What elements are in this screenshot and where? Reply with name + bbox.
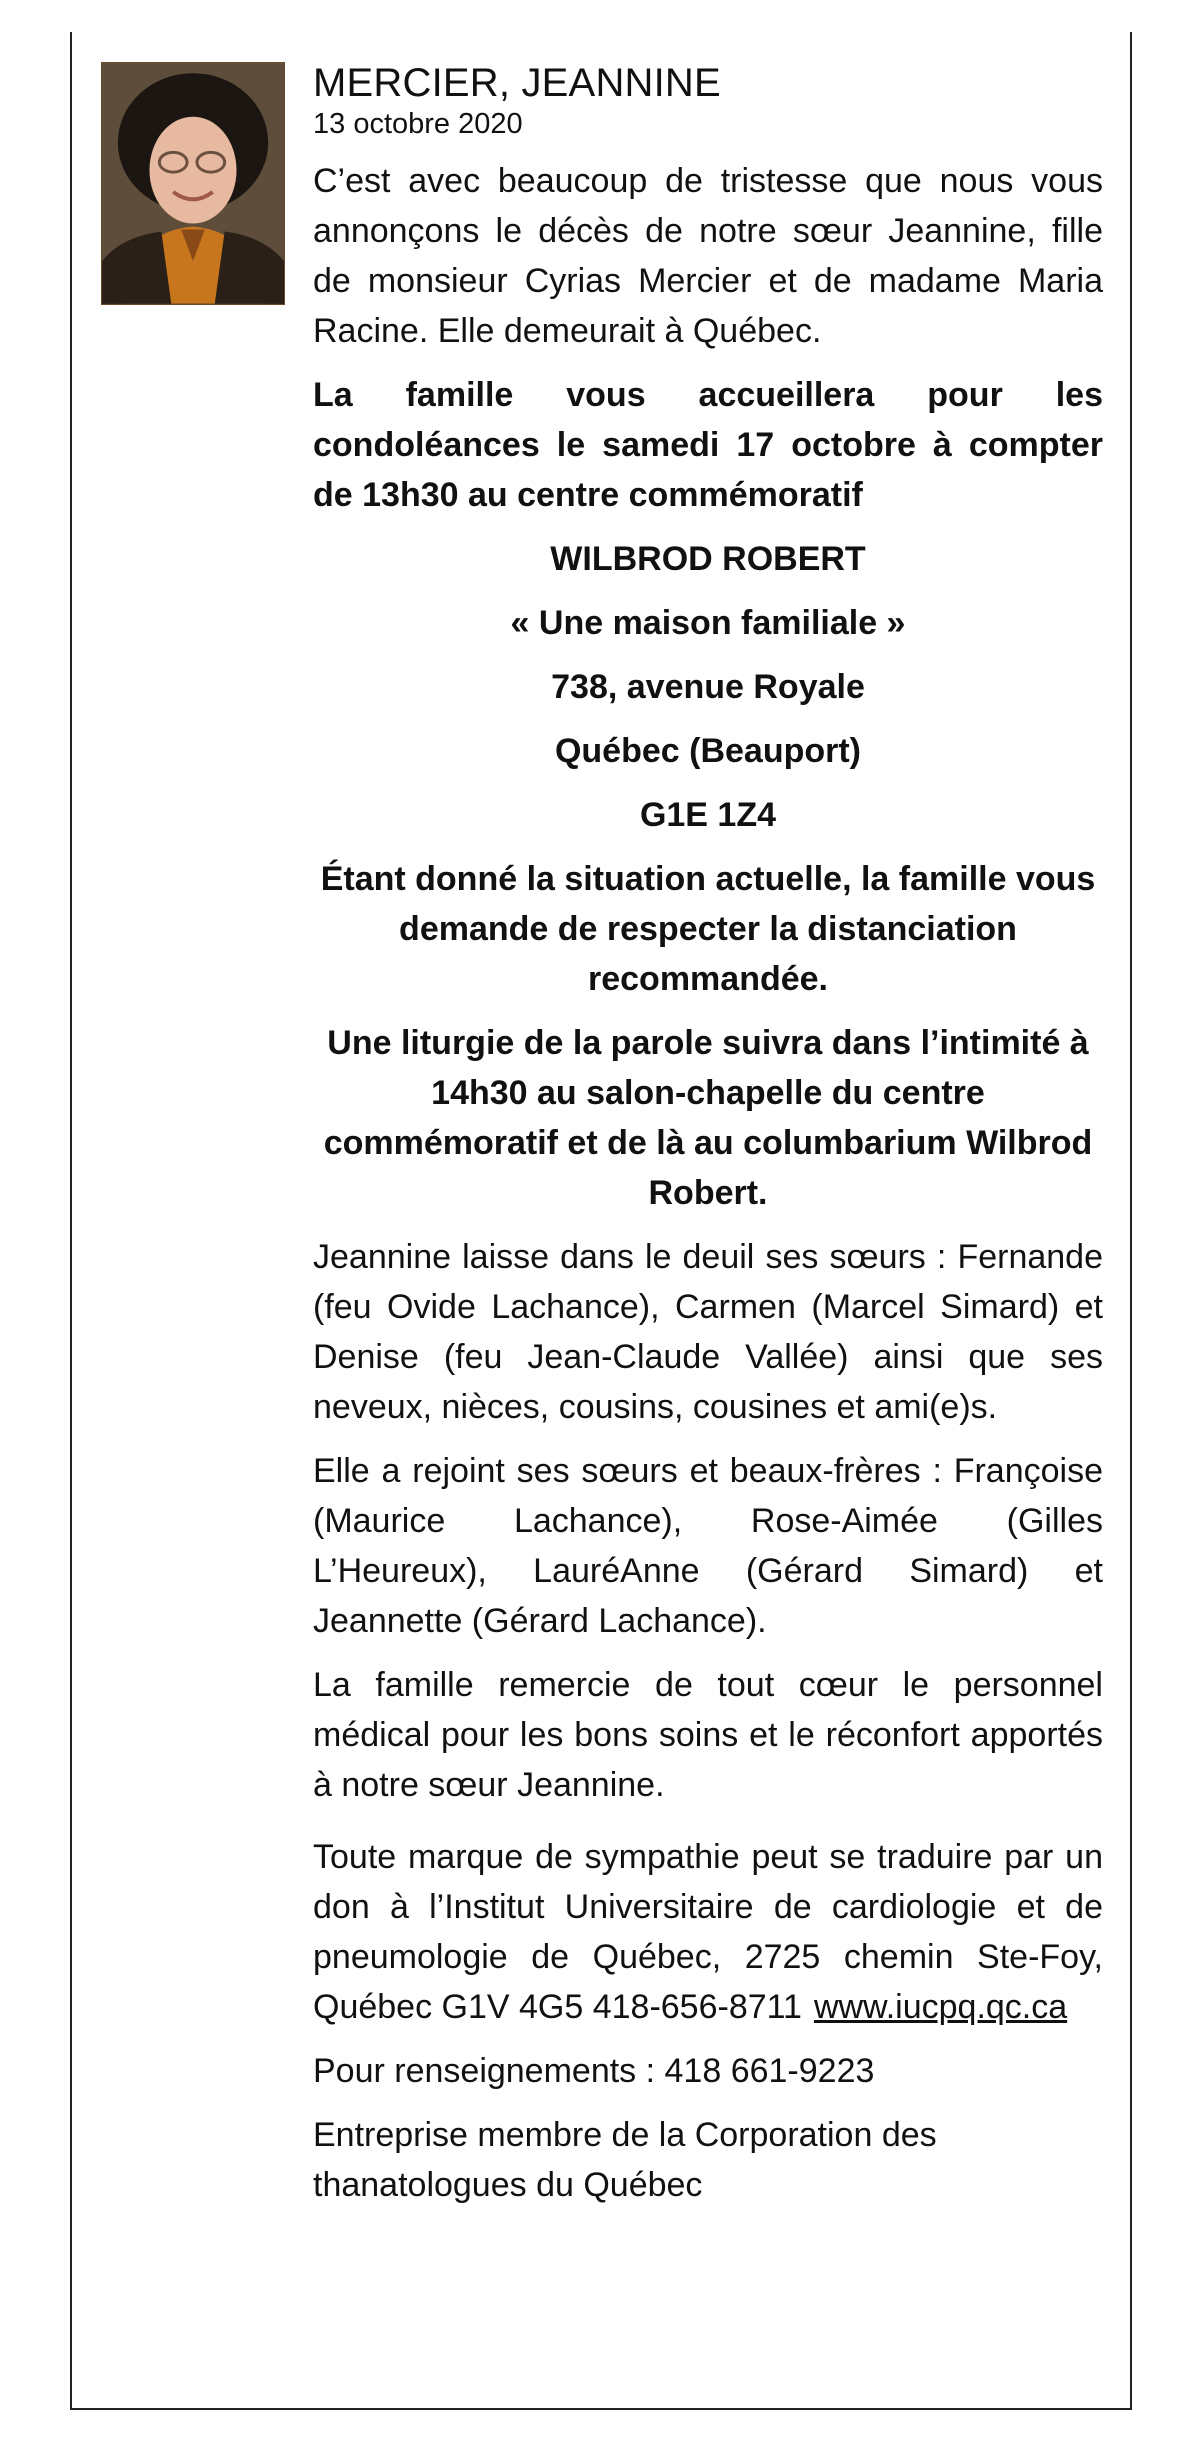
- liturgy-notice: Une liturgie de la parole suivra dans l’intimité à 14h30 au salon-chapelle du centre commémoratif et de là au columbarium Wilbrod Robert.: [323, 1024, 1093, 1212]
- visitation-paragraph: La famille vous accueillera pour les condoléances le samedi 17 octobre à compter de 13h30 au centre commémoratif: [313, 376, 1103, 514]
- survivors-paragraph: Jeannine laisse dans le deuil ses sœurs : Fernande (feu Ovide Lachance), Carmen (Marcel Simard) et Denise (feu Jean-Claude Vallée) ainsi que ses neveux, nièces, cousins, cousines et ami(e)s.: [313, 1238, 1103, 1426]
- info-line: Pour renseignements : 418 661-9223: [313, 2052, 875, 2090]
- portrait-illustration: [102, 63, 284, 304]
- distancing-notice: Étant donné la situation actuelle, la famille vous demande de respecter la distanciation recommandée.: [320, 860, 1096, 998]
- donation-text: Toute marque de sympathie peut se traduire par un don à l’Institut Universitaire de cardiologie et de pneumologie de Québec, 2725 chemin Ste-Foy, Québec G1V 4G5 418-656-8711: [313, 1838, 1103, 2026]
- donation-paragraph: [313, 1832, 1103, 2032]
- portrait-photo: [101, 62, 285, 305]
- funeral-home-city: Québec (Beauport): [554, 732, 862, 770]
- funeral-home-tagline: « Une maison familiale »: [510, 604, 906, 642]
- funeral-home-postal-code: G1E 1Z4: [639, 796, 777, 834]
- funeral-home-street: 738, avenue Royale: [551, 668, 865, 706]
- deceased-name: MERCIER, JEANNINE: [313, 61, 721, 105]
- predeceased-paragraph: Elle a rejoint ses sœurs et beaux-frères : Françoise (Maurice Lachance), Rose-Aimée (Gilles L’Heureux), LauréAnne (Gérard Simard) et Jeannette (Gérard Lachance).: [313, 1452, 1103, 1640]
- donation-link[interactable]: www.iucpq.qc.ca: [813, 1988, 1068, 2026]
- notice-date: 13 octobre 2020: [313, 108, 523, 140]
- membership-line: Entreprise membre de la Corporation des thanatologues du Québec: [313, 2116, 937, 2204]
- funeral-home-name: WILBROD ROBERT: [550, 540, 866, 578]
- thanks-paragraph: La famille remercie de tout cœur le personnel médical pour les bons soins et le réconfort apportés à notre sœur Jeannine.: [313, 1666, 1103, 1804]
- obituary-content: [313, 60, 1103, 2224]
- intro-paragraph: C’est avec beaucoup de tristesse que nous vous annonçons le décès de notre sœur Jeannine, fille de monsieur Cyrias Mercier et de madame Maria Racine. Elle demeurait à Québec.: [313, 162, 1103, 350]
